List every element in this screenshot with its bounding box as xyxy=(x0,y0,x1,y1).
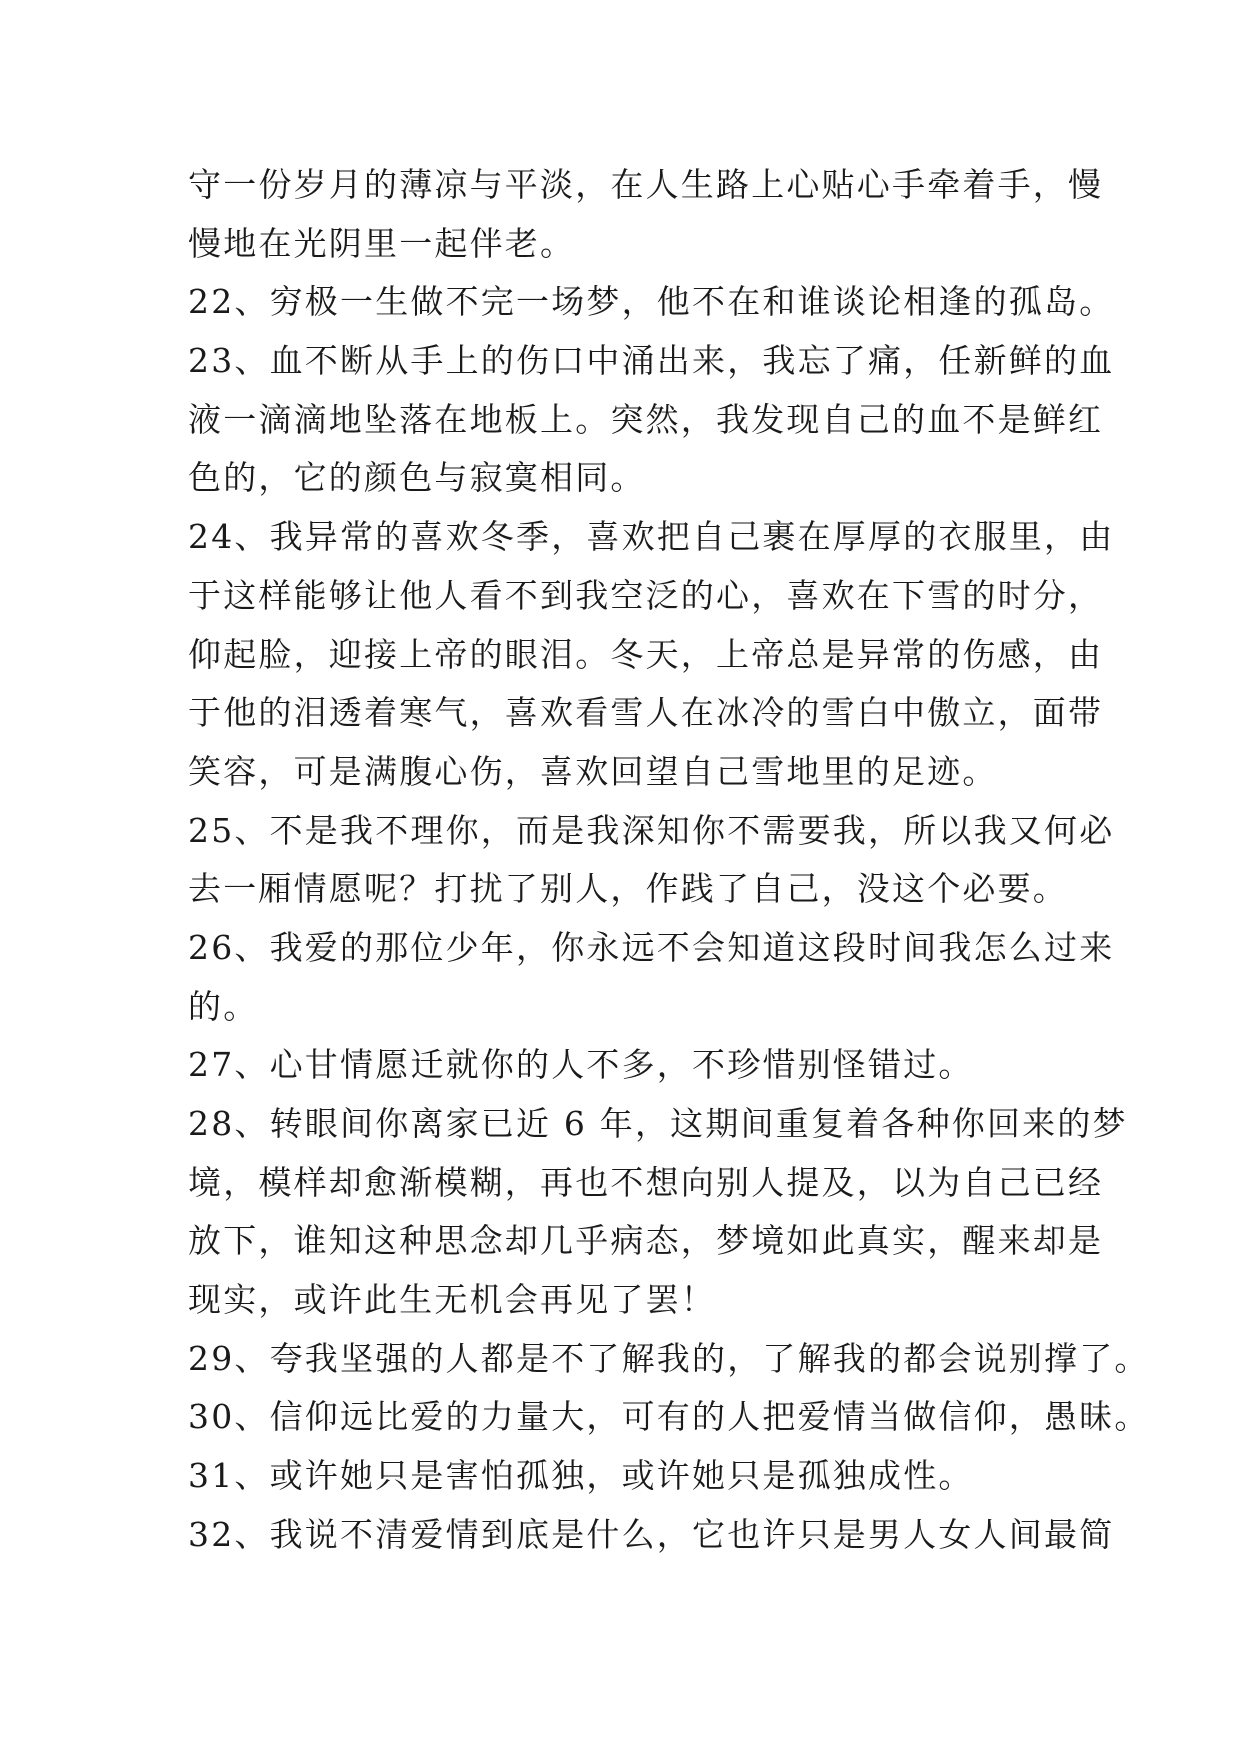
text-line: 25、不是我不理你，而是我深知你不需要我，所以我又何必 xyxy=(188,810,1115,850)
text-line: 27、心甘情愿迁就你的人不多，不珍惜别怪错过。 xyxy=(188,1045,974,1085)
text-line: 28、转眼间你离家已近 6 年，这期间重复着各种你回来的梦 xyxy=(188,1104,1128,1143)
text-line: 30、信仰远比爱的力量大，可有的人把爱情当做信仰，愚昧。 xyxy=(188,1397,1150,1437)
text-line: 于这样能够让他人看不到我空泛的心，喜欢在下雪的时分， xyxy=(188,575,1104,615)
text-line: 境，模样却愈渐模糊，再也不想向别人提及，以为自己已经 xyxy=(188,1162,1104,1202)
text-line: 31、或许她只是害怕孤独，或许她只是孤独成性。 xyxy=(188,1456,974,1496)
text-line: 笑容，可是满腹心伤，喜欢回望自己雪地里的足迹。 xyxy=(188,751,998,791)
text-line: 放下，谁知这种思念却几乎病态，梦境如此真实，醒来却是 xyxy=(188,1221,1104,1261)
text-line: 22、穷极一生做不完一场梦，他不在和谁谈论相逢的孤岛。 xyxy=(188,282,1115,322)
text-line: 色的，它的颜色与寂寞相同。 xyxy=(188,458,646,498)
text-line: 仰起脸，迎接上帝的眼泪。冬天，上帝总是异常的伤感，由 xyxy=(188,634,1104,674)
document-body xyxy=(188,156,1150,1565)
text-line: 23、血不断从手上的伤口中涌出来，我忘了痛，任新鲜的血 xyxy=(188,341,1115,381)
text-line: 于他的泪透着寒气，喜欢看雪人在冰冷的雪白中傲立，面带 xyxy=(188,693,1104,733)
text-line: 的。 xyxy=(188,986,259,1026)
text-line: 去一厢情愿呢？打扰了别人，作践了自己，没这个必要。 xyxy=(188,869,1068,909)
text-line: 慢地在光阴里一起伴老。 xyxy=(188,223,576,263)
text-line: 液一滴滴地坠落在地板上。突然，我发现自己的血不是鲜红 xyxy=(188,399,1104,439)
text-line: 29、夸我坚强的人都是不了解我的，了解我的都会说别撑了。 xyxy=(188,1338,1150,1378)
text-line: 24、我异常的喜欢冬季，喜欢把自己裹在厚厚的衣服里，由 xyxy=(188,517,1115,557)
text-line: 守一份岁月的薄凉与平淡，在人生路上心贴心手牵着手，慢 xyxy=(188,165,1104,204)
text-line: 现实，或许此生无机会再见了罢！ xyxy=(188,1280,716,1320)
text-line: 32、我说不清爱情到底是什么，它也许只是男人女人间最简 xyxy=(188,1514,1115,1554)
text-line: 26、我爱的那位少年，你永远不会知道这段时间我怎么过来 xyxy=(188,927,1115,967)
